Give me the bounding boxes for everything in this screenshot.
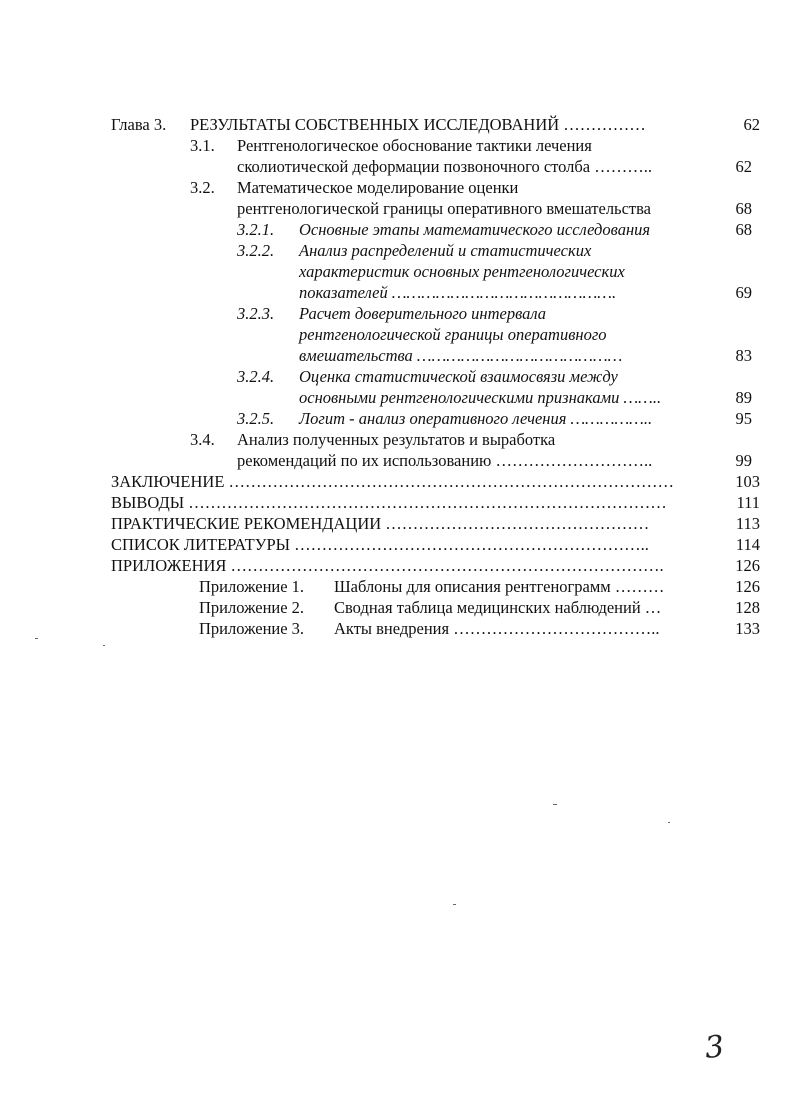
toc-page-number: 103 (735, 472, 760, 491)
toc-subsection-title: характеристик основных рентгенологических (299, 262, 625, 281)
toc-page-number: 128 (735, 598, 760, 617)
scan-speck (553, 804, 557, 805)
toc-section-title: Математическое моделирование оценки (237, 178, 519, 197)
toc-appendix-title: Шаблоны для описания рентгенограмм ……… (334, 577, 665, 596)
toc-section-title: Анализ полученных результатов и выработка (237, 430, 556, 449)
toc-section-number: 3.2. (190, 178, 215, 197)
toc-subsection-title: Основные этапы математического исследования (299, 220, 651, 239)
toc-chapter-label: Глава 3. (111, 115, 167, 134)
toc-appendix-label: Приложение 1. (199, 577, 305, 596)
toc-page-number: 68 (735, 220, 752, 239)
toc-page-number: 89 (735, 388, 752, 407)
toc-page-number: 68 (735, 199, 752, 218)
toc-page-number: 69 (735, 283, 752, 302)
toc-entry-references: СПИСОК ЛИТЕРАТУРЫ ……………………………………………………….. (111, 535, 649, 554)
toc-chapter-title: РЕЗУЛЬТАТЫ СОБСТВЕННЫХ ИССЛЕДОВАНИЙ …………… (190, 115, 646, 134)
scan-speck (668, 822, 670, 823)
toc-entry-recommendations: ПРАКТИЧЕСКИЕ РЕКОМЕНДАЦИИ ………………………………………… (111, 514, 650, 533)
toc-section-title: рекомендаций по их использованию ……………………….. (237, 451, 653, 470)
handwritten-page-number: 3 (703, 1029, 726, 1066)
toc-subsection-number: 3.2.5. (237, 409, 275, 428)
toc-page-number: 114 (735, 535, 760, 554)
toc-entry-appendices: ПРИЛОЖЕНИЯ ……………………………………………………………………. (111, 556, 664, 575)
toc-subsection-number: 3.2.2. (237, 241, 275, 260)
toc-page-number: 113 (735, 514, 760, 533)
toc-subsection-number: 3.2.4. (237, 367, 275, 386)
toc-subsection-title: Оценка статистической взаимосвязи между (299, 367, 618, 386)
toc-section-number: 3.1. (190, 136, 215, 155)
toc-appendix-label: Приложение 3. (199, 619, 305, 638)
toc-page-number: 133 (735, 619, 760, 638)
toc-subsection-title: показателей ………………………………………. (299, 283, 617, 302)
toc-subsection-title: Анализ распределений и статистических (299, 241, 592, 260)
toc-entry-conclusion: ЗАКЛЮЧЕНИЕ ……………………………………………………………………… (111, 472, 675, 491)
toc-appendix-title: Сводная таблица медицинских наблюдений … (334, 598, 662, 617)
scan-speck (35, 638, 38, 639)
toc-subsection-title: вмешательства …………………………………… (299, 346, 623, 365)
toc-page-number: 126 (735, 556, 760, 575)
toc-page-number: 126 (735, 577, 760, 596)
toc-appendix-label: Приложение 2. (199, 598, 305, 617)
toc-subsection-title: Логит - анализ оперативного лечения …………….. (299, 409, 653, 428)
toc-subsection-title: рентгенологической границы оперативного (299, 325, 607, 344)
toc-section-title: сколиотической деформации позвоночного столба ……….. (237, 157, 653, 176)
toc-section-number: 3.4. (190, 430, 215, 449)
toc-page-number: 111 (736, 493, 760, 512)
toc-page-number: 99 (735, 451, 752, 470)
toc-section-title: Рентгенологическое обоснование тактики лечения (237, 136, 592, 155)
toc-page-number: 95 (735, 409, 752, 428)
toc-section-title: рентгенологической границы оперативного вмешательства (237, 199, 652, 218)
toc-subsection-title: Расчет доверительного интервала (299, 304, 547, 323)
toc-entry-findings: ВЫВОДЫ …………………………………………………………………………… (111, 493, 667, 512)
scan-speck (103, 645, 105, 646)
toc-subsection-number: 3.2.3. (237, 304, 275, 323)
toc-subsection-number: 3.2.1. (237, 220, 275, 239)
toc-subsection-title: основными рентгенологическими признаками …….. (299, 388, 662, 407)
scan-speck (453, 904, 456, 905)
toc-page-number: 62 (743, 115, 760, 134)
toc-appendix-title: Акты внедрения ……………………………….. (334, 619, 660, 638)
toc-page-number: 83 (735, 346, 752, 365)
toc-page-number: 62 (735, 157, 752, 176)
